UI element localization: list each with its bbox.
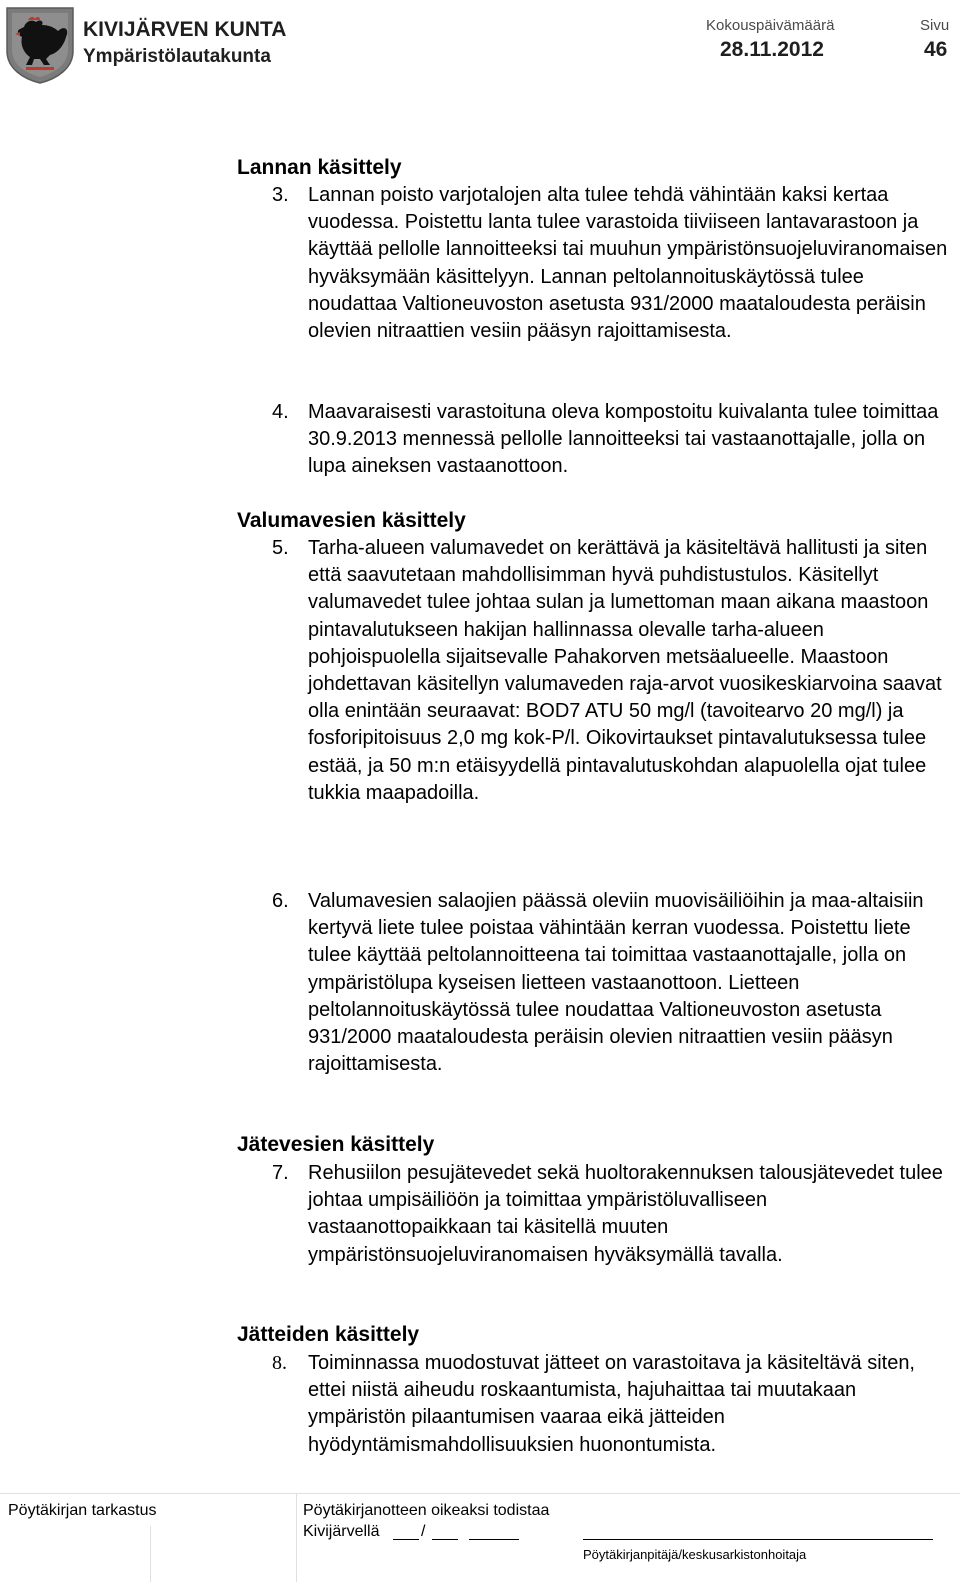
meeting-date: 28.11.2012: [720, 38, 824, 61]
item-text-8: Toiminnassa muodostuvat jätteet on varastoitava ja käsiteltävä siten, ettei niistä aiheudu roskaantumista, hajuhaittaa tai muutakaan ympäristön pilaantumisen vaaraa eikä jätteiden hyödyntämismahdollisuuksien huonontumista.: [308, 1352, 915, 1456]
month-blank: [432, 1539, 458, 1540]
item-number-7: 7.: [272, 1162, 289, 1184]
section-heading-manure: Lannan käsittely: [237, 156, 402, 179]
signature-line: [583, 1539, 933, 1540]
date-separator: /: [421, 1523, 426, 1540]
signing-place: Kivijärvellä: [303, 1523, 380, 1540]
item-number-8: 8.: [272, 1352, 287, 1374]
committee-name: Ympäristölautakunta: [83, 46, 271, 67]
item-number-4: 4.: [272, 401, 289, 423]
item-text-4: Maavaraisesti varastoituna oleva kompostoitu kuivalanta tulee toimittaa 30.9.2013 mennessä pellolle lannoitteeksi tai vastaanottajalle, jolla on lupa aineksen vastaanottoon.: [308, 401, 939, 478]
item-number-5: 5.: [272, 537, 289, 559]
page-label: Sivu: [920, 17, 950, 34]
item-number-6: 6.: [272, 890, 289, 912]
item-text-7: Rehusiilon pesujätevedet sekä huoltorakennuksen talousjätevedet tulee johtaa umpisäiliöön ja toimittaa ympäristöluvalliseen vastaanottopaikkaan tai käsitellä muuten ympäristönsuojeluviranomaisen hyväksymällä tavalla.: [308, 1162, 943, 1266]
signer-title: Pöytäkirjanpitäjä/keskusarkistonhoitaja: [583, 1547, 807, 1562]
section-heading-runoff: Valumavesien käsittely: [237, 509, 466, 532]
review-label: Pöytäkirjan tarkastus: [8, 1502, 157, 1519]
year-blank: [469, 1539, 519, 1540]
day-blank: [393, 1539, 419, 1540]
reviewer-signature-cell: [0, 1526, 151, 1582]
section-heading-wastewater: Jätevesien käsittely: [237, 1133, 435, 1156]
municipality-name: KIVIJÄRVEN KUNTA: [83, 18, 287, 41]
section-heading-waste: Jätteiden käsittely: [237, 1323, 420, 1346]
item-text-3: Lannan poisto varjotalojen alta tulee tehdä vähintään kaksi kertaa vuodessa. Poistettu lanta tulee varastoida tiiviiseen lantavarastoon ja käyttää pellolle lannoitteeksi tai muuhun ympäristönsuojeluviranomaisen hyväksymään käsittelyyn. Lannan peltolannoituskäytössä tulee noudattaa Valtioneuvoston asetusta 931/2000 maataloudesta peräisin olevien nitraattien vesiin pääsyn rajoittamisesta.: [308, 184, 948, 343]
coat-of-arms-icon: [4, 5, 76, 85]
signature-footer: [0, 1493, 960, 1582]
certify-label: Pöytäkirjanotteen oikeaksi todistaa: [303, 1502, 550, 1519]
item-text-6: Valumavesien salaojien päässä oleviin muovisäiliöihin ja maa-altaisiin kertyvä liete tulee poistaa vähintään kerran vuodessa. Poistettu liete tulee käyttää peltolannoitteena tai toimittaa vastaanottajalle, jolla on ympäristölupa kyseisen lietteen vastaanottoon. Lietteen peltolannoituskäytössä tulee noudattaa Valtioneuvoston asetusta 931/2000 maataloudesta peräisin olevien nitraattien vesiin pääsyn rajoittamisesta.: [308, 890, 924, 1076]
meeting-date-label: Kokouspäivämäärä: [706, 17, 835, 34]
review-box: [0, 1494, 297, 1582]
item-number-3: 3.: [272, 184, 289, 206]
page-number: 46: [924, 38, 948, 61]
item-text-5: Tarha-alueen valumavedet on kerättävä ja käsiteltävä hallitusti ja siten että saavutetaan mahdollisimman hyvä puhdistustulos. Käsitellyt valumavedet tulee johtaa sulan ja lumettoman maan aikana maastoon pintavalutukseen hakijan hallinnassa olevalle tarha-alueen pohjoispuolella sijaitsevalle Pahakorven metsäalueelle. Maastoon johdettavan käsitellyn valumaveden raja-arvot vuosikeskiarvoina saavat olla enintään seuraavat: BOD7 ATU 50 mg/l (tavoitearvo 20 mg/l) ja fosforipitoisuus 2,0 mg kok-P/l. Oikovirtaukset pintavalutuksessa tulee estää, ja 50 m:n etäisyydellä pintavalutuskohdan alapuolella ojat tulee tukkia maapadoilla.: [308, 537, 942, 804]
